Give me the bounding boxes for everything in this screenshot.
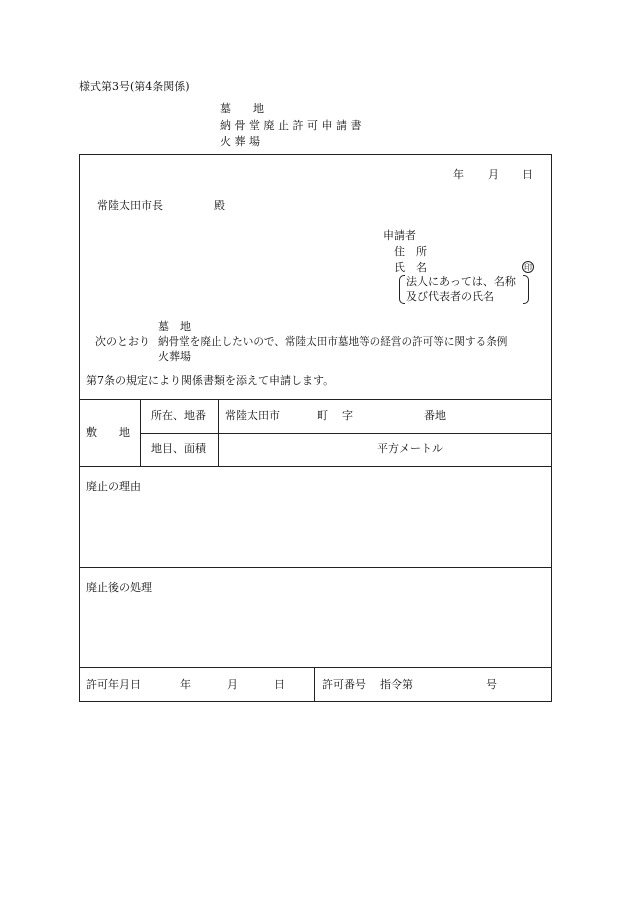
permit-year: 年 — [180, 678, 191, 691]
applicant-address-label: 住 所 — [394, 245, 427, 258]
site-location-town: 町 — [317, 409, 328, 422]
bracket-right — [523, 275, 529, 304]
applicant-heading: 申請者 — [383, 229, 416, 242]
body-stack-middle: 納骨堂を廃止したいので、常陸太田市墓地等の経営の許可等に関する条例 — [158, 336, 508, 348]
divider — [140, 433, 552, 434]
divider — [79, 667, 552, 668]
title-line-2: 納 骨 堂 廃 止 許 可 申 請 書 — [220, 119, 362, 132]
reason-label: 廃止の理由 — [86, 480, 141, 493]
date-year: 年 — [453, 168, 464, 181]
seal-mark: 印 — [524, 263, 532, 272]
permit-date-label: 許可年月日 — [86, 678, 141, 691]
title-line-1: 墓 地 — [220, 102, 264, 115]
permit-number-label: 許可番号 — [322, 678, 366, 691]
site-location-city: 常陸太田市 — [225, 409, 280, 422]
addressee: 常陸太田市長 — [97, 199, 163, 212]
divider — [218, 399, 219, 466]
site-area-label: 地目、面積 — [151, 442, 206, 455]
applicant-name-label: 氏 名 — [394, 261, 427, 274]
divider — [79, 567, 552, 568]
permit-month: 月 — [227, 678, 238, 691]
site-area-unit: 平方メートル — [377, 442, 443, 455]
permit-day: 日 — [274, 678, 285, 691]
divider — [79, 466, 552, 467]
site-location-aza: 字 — [342, 409, 353, 422]
site-location-label: 所在、地番 — [151, 409, 206, 422]
divider — [79, 399, 552, 400]
site-location-banchi: 番地 — [424, 409, 446, 422]
bracket-left — [399, 275, 405, 304]
date-day: 日 — [522, 168, 533, 181]
body-stack-bottom: 火葬場 — [158, 350, 191, 363]
corp-note-line-1: 法人にあっては、名称 — [406, 275, 516, 288]
date-month: 月 — [488, 168, 499, 181]
permit-number-prefix: 指令第 — [380, 678, 413, 691]
after-label: 廃止後の処理 — [86, 581, 152, 594]
permit-number-suffix: 号 — [486, 678, 497, 691]
corp-note-line-2: 及び代表者の氏名 — [406, 290, 494, 303]
body-prefix: 次のとおり — [95, 335, 150, 348]
form-number: 様式第3号(第4条関係) — [79, 80, 190, 93]
divider — [140, 399, 141, 466]
divider — [314, 667, 315, 702]
form-frame — [79, 154, 552, 702]
body-line-2: 第7条の規定により関係書類を添えて申請します。 — [86, 374, 335, 387]
body-stack-top: 墓 地 — [158, 320, 191, 333]
site-label: 敷 地 — [86, 426, 130, 439]
title-line-3: 火 葬 場 — [220, 135, 260, 148]
honorific: 殿 — [214, 199, 225, 212]
